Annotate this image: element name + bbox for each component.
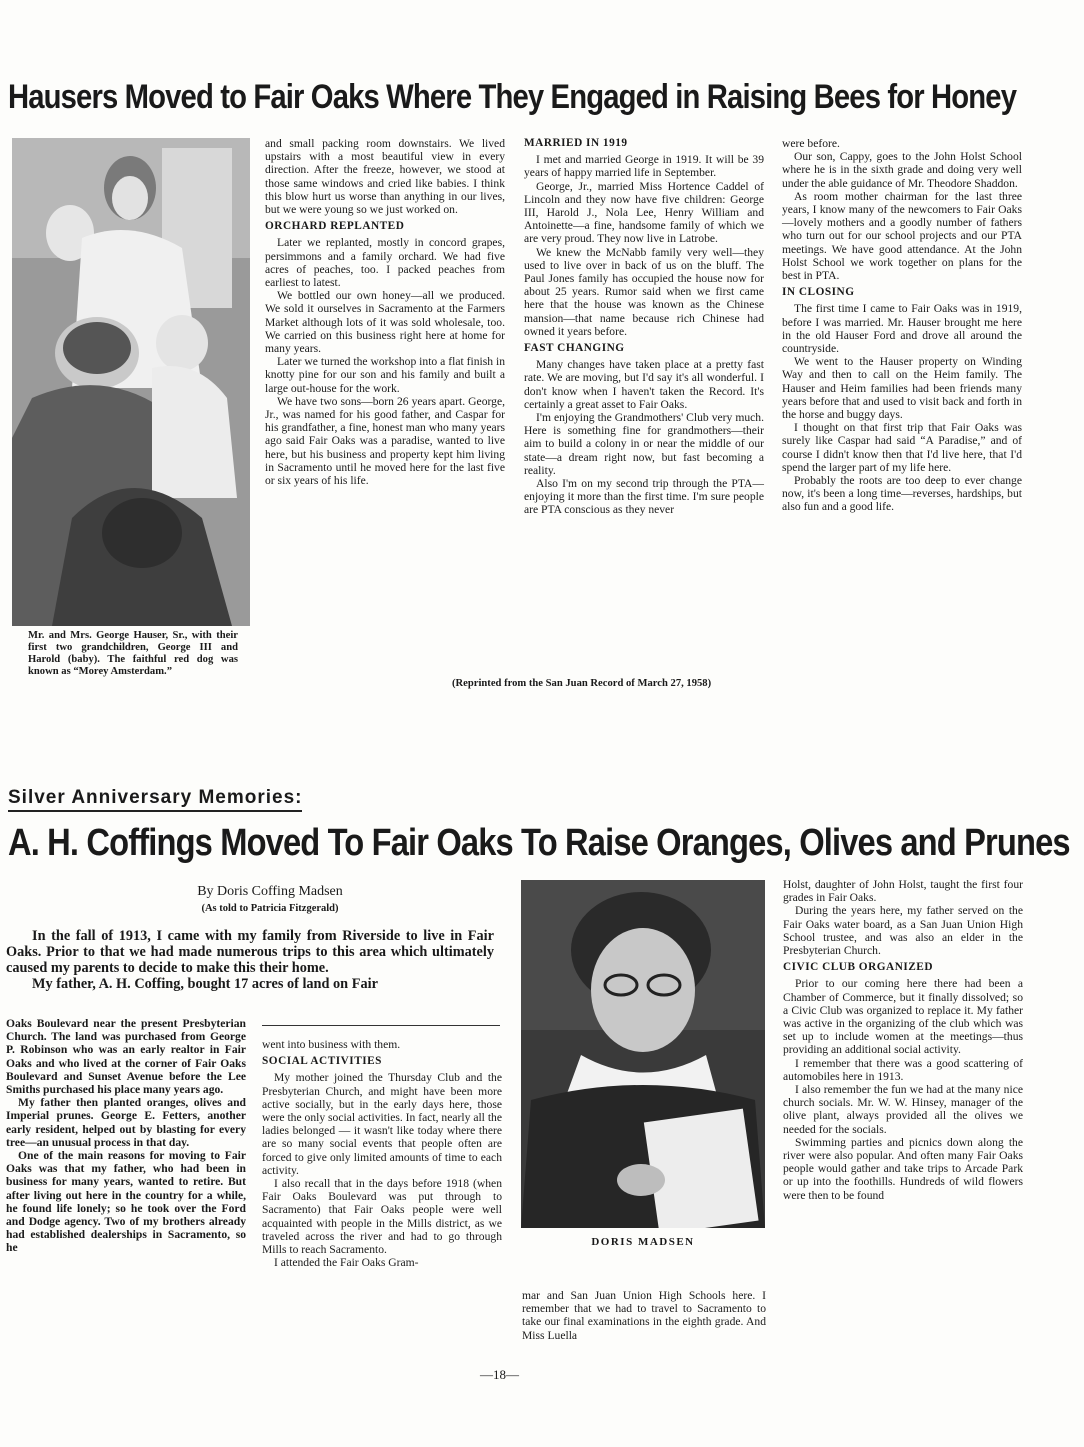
paragraph: were before. <box>782 137 840 150</box>
reprint-credit: (Reprinted from the San Juan Record of March 27, 1958) <box>452 678 712 689</box>
paragraph: I met and married George in 1919. It will be 39 years of happy married life in September. <box>524 153 764 180</box>
paragraph: The first time I came to Fair Oaks was in 1919, before I was married. Mr. Hauser brought me here in the old Hauser Ford and drove all around the countryside. <box>782 302 1022 356</box>
paragraph: mar and San Juan Union High Schools here. I remember that we had to travel to Sacramento to take our final examinations in the eighth grade. And Miss Luella <box>522 1289 766 1342</box>
paragraph: We bottled our own honey—all we produced. We sold it ourselves in Sacramento at the Farmers Market although lots of it was sold wholesale, too. We carried on this business right here at home for many years. <box>265 289 505 356</box>
article2-column-2 <box>262 1038 502 1269</box>
paragraph: We have two sons—born 26 years apart. George, Jr., was named for his good father, and Caspar for his grandfather, a fine, honest man who many years ago said Fair Oaks was a paradise, wanted to live here, but his business and property kept him living in Sacramento until he moved here for the last five or six years of his life. <box>265 394 505 488</box>
byline: By Doris Coffing Madsen <box>197 884 343 899</box>
article2-kicker: Silver Anniversary Memories: <box>8 787 302 812</box>
section-subhead: FAST CHANGING <box>524 342 625 355</box>
paragraph: Also I'm on my second trip through the PTA—enjoying it more than the first time. I'm sure people are PTA conscious as they never <box>524 477 764 517</box>
paragraph: Later we turned the workshop into a flat finish in knotty pine for our son and his family and built a large out-house for the work. <box>265 355 505 395</box>
paragraph: I also remember the fun we had at the many nice church socials. Mr. W. W. Hinsey, manager of the olive plant, always provided all the olives we needed for the socials. <box>783 1083 1023 1136</box>
byline-note: (As told to Patricia Fitzgerald) <box>201 903 339 914</box>
paragraph: I also recall that in the days before 1918 (when Fair Oaks Boulevard was put through to Sacramento) that Fair Oaks people were well acquainted with people in the Mills district, as we traveled across the river and had to go through Mills to reach Sacramento. <box>262 1177 502 1257</box>
paragraph: My father then planted oranges, olives and Imperial prunes. George E. Fetters, another early resident, helped out by blasting for every tree—an unusual process in that day. <box>6 1096 246 1149</box>
paragraph: I attended the Fair Oaks Gram- <box>274 1256 419 1270</box>
paragraph: Oaks Boulevard near the present Presbyterian Church. The land was purchased from George P. Robinson who was an early realtor in Fair Oaks and who lived at the corner of Fair Oaks Boulevard and Sunset Avenue before the Lee Smiths purchased his place many years ago. <box>6 1017 246 1097</box>
article1-column-4 <box>782 137 1022 514</box>
section-subhead: SOCIAL ACTIVITIES <box>262 1055 382 1068</box>
paragraph: One of the main reasons for moving to Fair Oaks was that my father, who had been in business for many years, wanted to retire. But after living out here in the country for a while, he found life lonely; so he took over the Ford and Dodge agency. Two of my brothers already had established dealerships in Sacramento, so he <box>6 1149 246 1255</box>
article2-headline: A. H. Coffings Moved To Fair Oaks To Raise Oranges, Olives and Prunes <box>8 822 1070 864</box>
hauser-family-photo <box>12 138 250 626</box>
article2-column-1 <box>6 1017 246 1255</box>
doris-madsen-photo <box>521 880 765 1228</box>
article1-column-3 <box>524 133 764 517</box>
paragraph: Our son, Cappy, goes to the John Holst School where he is in the sixth grade and doing very well under the able guidance of Mr. Theodore Shaddon. <box>782 150 1022 190</box>
section-subhead: ORCHARD REPLANTED <box>265 220 405 233</box>
section-subhead: CIVIC CLUB ORGANIZED <box>783 961 933 974</box>
paragraph: Many changes have taken place at a pretty fast rate. We are moving, but I'd say it's all wonderful. I don't know when I haven't taken the Record. It's certainly a great asset to Fair Oaks. <box>524 358 764 411</box>
paragraph: My mother joined the Thursday Club and the Presbyterian Church, and might have been more active socially, but in the early days here, those were the only social activities. In fact, nearly all the ladies belonged — it wasn't like today where there are so many social events that people often are forced to give only limited amounts of time to each activity. <box>262 1071 502 1177</box>
page-number: —18— <box>480 1367 519 1382</box>
section-subhead: MARRIED IN 1919 <box>524 137 628 149</box>
paragraph: George, Jr., married Miss Hortence Caddel of Lincoln and they now have five children: George III, Harold J., Nola Lee, Henry William and Antoinette—a fine, handsome family of which we are very proud. They now live in Latrobe. <box>524 179 764 246</box>
madsen-photo-caption: DORIS MADSEN <box>591 1236 695 1248</box>
paragraph: Probably the roots are too deep to ever change now, it's been a long time—reverses, hardships, but also fun and a good life. <box>782 474 1022 514</box>
paragraph: Later we replanted, mostly in concord grapes, persimmons and a family orchard. We had five acres of peaches, too. I packed peaches from earliest to latest. <box>265 236 505 290</box>
paragraph: Holst, daughter of John Holst, taught the first four grades in Fair Oaks. <box>783 878 1023 905</box>
paragraph: I remember that there was a good scattering of automobiles here in 1913. <box>783 1056 1023 1083</box>
section-subhead: IN CLOSING <box>782 286 855 299</box>
article1-column-2 <box>265 137 505 487</box>
article2-lead <box>6 928 494 992</box>
column-rule <box>262 1025 500 1026</box>
paragraph: Swimming parties and picnics down along the river were also popular. And often many Fair Oaks people would gather and take trips to Arcade Park or up into the foothills. Hundreds of wild flowers were then to be found <box>783 1135 1023 1202</box>
article2-column-4 <box>783 878 1023 1202</box>
article2-column-3 <box>522 1289 766 1342</box>
lead-paragraph: In the fall of 1913, I came with my family from Riverside to live in Fair Oaks. Prior to that we had made numerous trips to this area which ultimately caused my parents to decide to make this their home. <box>6 928 494 976</box>
hauser-photo-caption: Mr. and Mrs. George Hauser, Sr., with their first two grandchildren, George III and Harold (baby). The faithful red dog was known as “Morey Amsterdam.” <box>28 630 238 677</box>
paragraph: I thought on that first trip that Fair Oaks was surely like Caspar had said “A Paradise,” and of course I didn't know then that I'd live here, that I'd spend the larger part of my life here. <box>782 421 1022 474</box>
paragraph: I'm enjoying the Grandmothers' Club very much. Here is something fine for grandmothers—their aim to build a colony in or near the middle of our state—a dream right now, but fast becoming a reality. <box>524 411 764 477</box>
paragraph: We knew the McNabb family very well—they used to live over in back of us on the bluff. The Paul Jones family has occupied the house now for about 25 years. Rumor said when we first came here that the house was known as the Chinese mansion—that name because rich Chinese had owned it years before. <box>524 245 764 338</box>
paragraph: During the years here, my father served on the Fair Oaks water board, as a San Juan Union High School trustee, and was also an elder in the Presbyterian Church. <box>783 904 1023 958</box>
paragraph: As room mother chairman for the last three years, I know many of the newcomers to Fair Oaks—lovely mothers and a goodly number of fathers who turn out for our school projects and our PTA meetings. We have good attendance. At the John Holst School we work together on plans for the best in PTA. <box>782 189 1022 283</box>
paragraph: We went to the Hauser property on Winding Way and then to call on the Heim family. The Hauser and Heim families had been friends many years before that and used to visit back and forth in the horse and buggy days. <box>782 355 1022 422</box>
lead-paragraph: My father, A. H. Coffing, bought 17 acres of land on Fair <box>32 976 378 992</box>
article1-headline: Hausers Moved to Fair Oaks Where They Engaged in Raising Bees for Honey <box>8 78 1017 116</box>
paragraph: went into business with them. <box>262 1038 401 1051</box>
paragraph: Prior to our coming here there had been a Chamber of Commerce, but it finally dissolved; so a Civic Club was organized to replace it. My father was active in the organizing of the club which was set up to include women at the meetings—thus providing an additional social activity. <box>783 977 1023 1057</box>
paragraph: and small packing room downstairs. We lived upstairs with a most beautiful view in every direction. After the freeze, however, we stood at those same windows and cried like babies. I think this blow hurt us worse than anything in our lives, but we were young so we just worked on. <box>265 137 505 217</box>
